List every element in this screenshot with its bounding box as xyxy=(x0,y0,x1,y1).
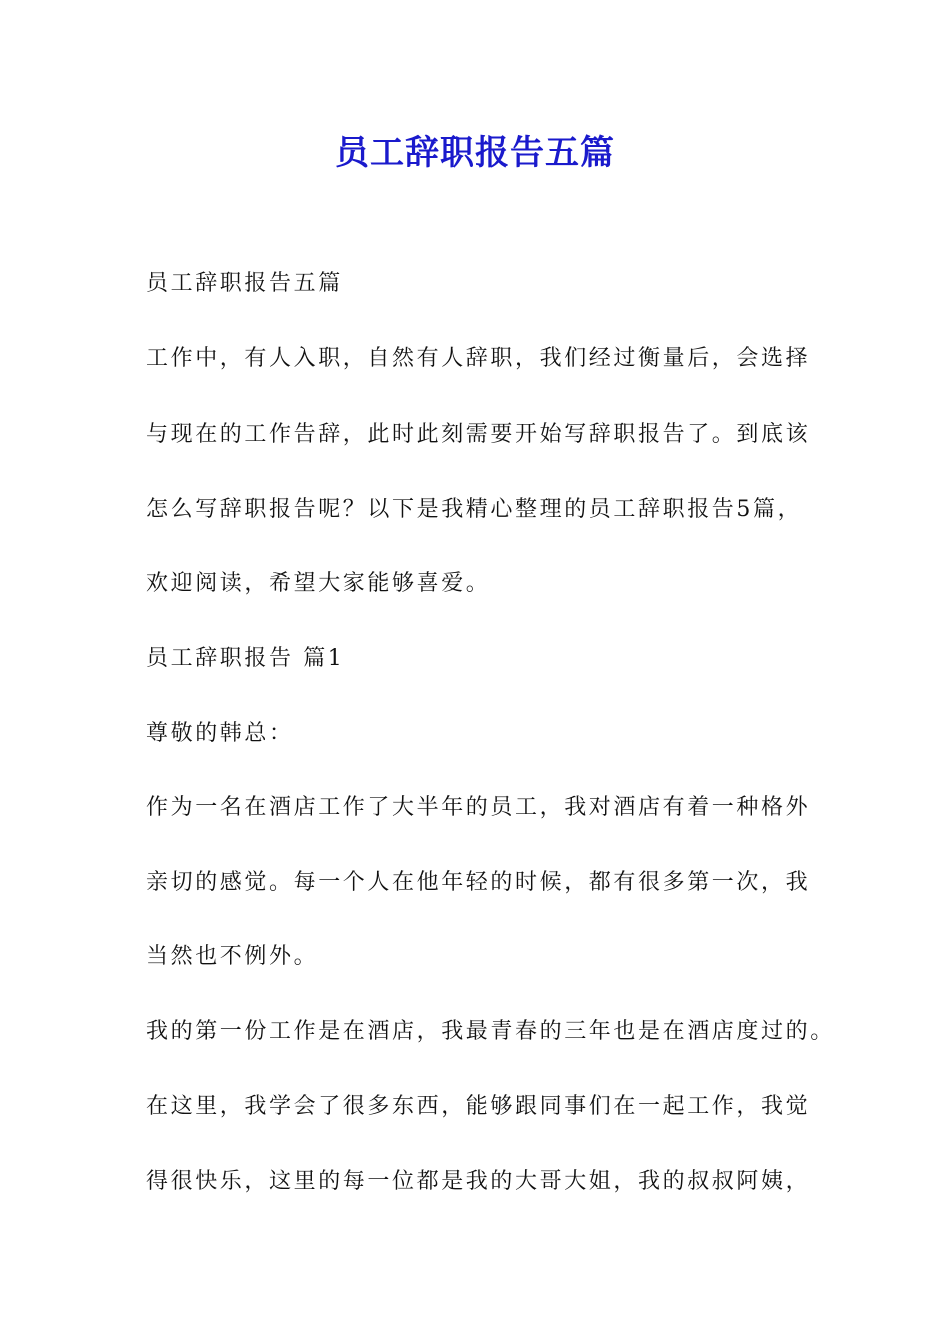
body-line: 欢迎阅读，希望大家能够喜爱。 xyxy=(146,571,491,596)
body-line: 亲切的感觉。每一个人在他年轻的时候，都有很多第一次，我 xyxy=(146,870,811,895)
body-line: 我的第一份工作是在酒店，我最青春的三年也是在酒店度过的。 xyxy=(146,1019,835,1044)
salutation: 尊敬的韩总： xyxy=(146,721,294,746)
body-line: 怎么写辞职报告呢？以下是我精心整理的员工辞职报告5篇， xyxy=(146,497,803,522)
body-line: 当然也不例外。 xyxy=(146,944,319,969)
body-line: 工作中，有人入职，自然有人辞职，我们经过衡量后，会选择 xyxy=(146,346,811,371)
body-line: 作为一名在酒店工作了大半年的员工，我对酒店有着一种格外 xyxy=(146,795,811,820)
body-line: 得很快乐，这里的每一位都是我的大哥大姐，我的叔叔阿姨， xyxy=(146,1169,811,1194)
document-title: 员工辞职报告五篇 xyxy=(335,133,615,173)
body-line: 与现在的工作告辞，此时此刻需要开始写辞职报告了。到底该 xyxy=(146,422,811,447)
body-line: 员工辞职报告五篇 xyxy=(146,271,343,296)
section-heading: 员工辞职报告 篇1 xyxy=(146,646,345,671)
body-line: 在这里，我学会了很多东西，能够跟同事们在一起工作，我觉 xyxy=(146,1094,811,1119)
